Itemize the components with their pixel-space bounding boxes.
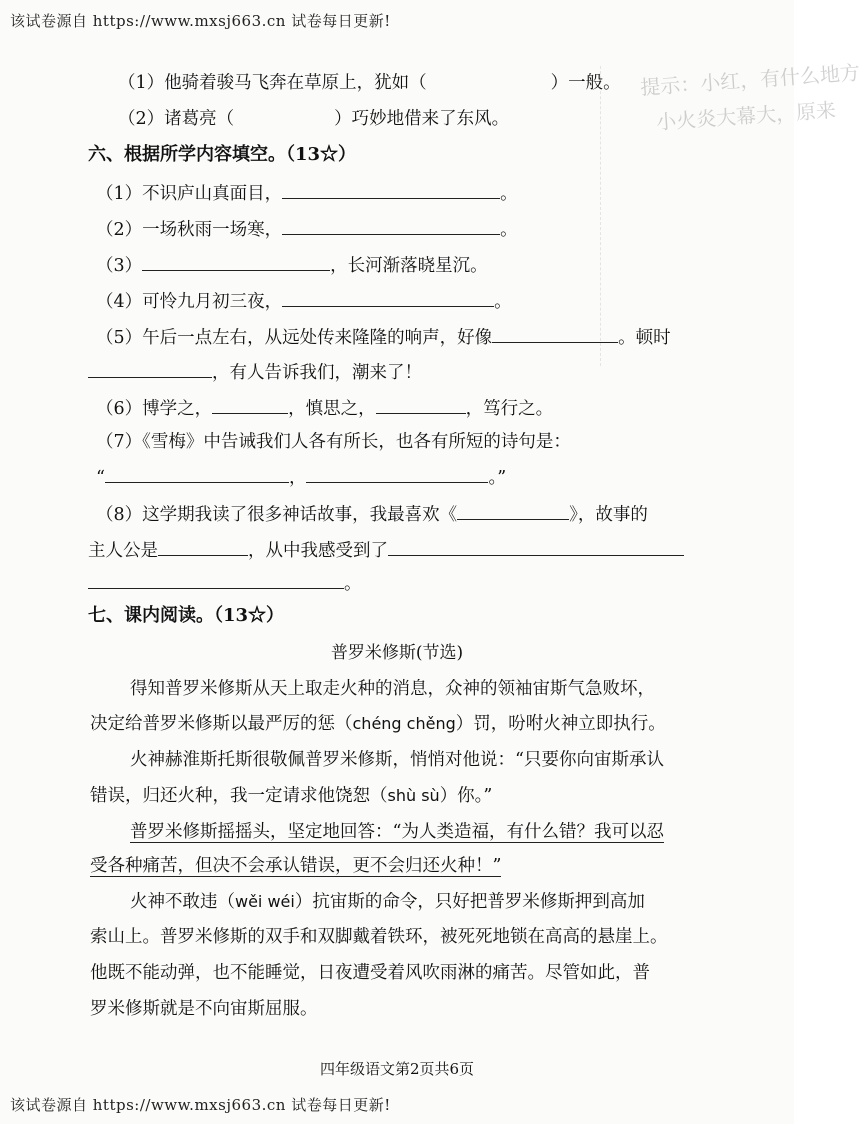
passage-title: 普罗米修斯(节选) bbox=[330, 643, 464, 663]
section-7-heading: 七、课内阅读。（13☆） bbox=[88, 605, 285, 626]
q6-item-5-blank-1[interactable] bbox=[492, 322, 618, 343]
bleed-through-text-1: 提示：小红，有什么地方 bbox=[639, 60, 861, 100]
passage-p1-line1: 得知普罗米修斯从天上取走火种的消息，众神的领袖宙斯气急败坏， bbox=[130, 679, 655, 699]
q6-item-5-end: ，有人告诉我们，潮来了！ bbox=[212, 363, 422, 383]
passage-p4-line2: 索山上。普罗米修斯的双手和双脚戴着铁环，被死死地锁在高高的悬崖上。 bbox=[90, 927, 668, 947]
q5-item-2-answer-space[interactable] bbox=[234, 104, 334, 124]
passage-p4-line3: 他既不能动弹，也不能睡觉，日夜遭受着风吹雨淋的痛苦。尽管如此，普 bbox=[90, 963, 650, 983]
q6-item-4-blank[interactable] bbox=[282, 286, 494, 307]
q5-item-1-prefix: （1）他骑着骏马飞奔在草原上，犹如（ bbox=[118, 73, 427, 93]
underlined-sentence-2: 受各种痛苦，但决不会承认错误，更不会归还火种！” bbox=[90, 856, 502, 876]
q6-item-6-end: ，笃行之。 bbox=[465, 399, 554, 419]
q6-item-7-answer bbox=[96, 462, 506, 491]
q6-item-7: （7）《雪梅》中告诫我们人各有所长，也各有所短的诗句是： bbox=[96, 432, 571, 452]
q6-item-1-end: 。 bbox=[500, 184, 518, 204]
q6-item-1-blank[interactable] bbox=[282, 178, 500, 199]
q6-item-3 bbox=[96, 250, 488, 279]
q6-item-4-prompt: （4）可怜九月初三夜， bbox=[96, 292, 283, 312]
q6-item-4-end: 。 bbox=[494, 292, 512, 312]
q6-item-3-prompt: （3） bbox=[96, 256, 143, 276]
q6-item-8-suffix: 》，故事的 bbox=[569, 505, 648, 525]
q5-item-2-prefix: （2）诸葛亮（ bbox=[118, 109, 235, 129]
q6-item-2-blank[interactable] bbox=[282, 214, 500, 235]
q6-item-1-prompt: （1）不识庐山真面目， bbox=[96, 184, 283, 204]
q6-item-5 bbox=[96, 322, 671, 351]
q5-item-2-suffix: ）巧妙地借来了东风。 bbox=[334, 109, 510, 129]
q6-item-8-end: 。 bbox=[344, 574, 362, 594]
passage-p3-line2 bbox=[90, 853, 501, 879]
q6-item-8-line-3 bbox=[88, 568, 362, 597]
q6-item-7-blank-2[interactable] bbox=[306, 462, 488, 483]
q6-item-7-open-quote: “ bbox=[96, 468, 105, 488]
q5-item-1 bbox=[118, 68, 621, 96]
q6-item-5-continued bbox=[88, 357, 422, 386]
q6-item-2 bbox=[96, 214, 518, 243]
q6-item-8-line-2 bbox=[88, 535, 684, 564]
passage-p2-line1: 火神赫淮斯托斯很敬佩普罗米修斯，悄悄对他说：“只要你向宙斯承认 bbox=[130, 750, 664, 770]
passage-p2-line2 bbox=[90, 783, 492, 809]
passage-p1-line2-post: ）罚，吩咐火神立即执行。 bbox=[455, 714, 666, 734]
q6-item-7-close: 。” bbox=[488, 468, 507, 488]
q6-item-2-prompt: （2）一场秋雨一场寒， bbox=[96, 220, 283, 240]
q5-item-2 bbox=[118, 104, 509, 132]
q6-item-5-middle: 。顿时 bbox=[618, 328, 671, 348]
section-6-heading: 六、根据所学内容填空。（13☆） bbox=[88, 144, 357, 165]
q6-item-8-feel-prompt: ，从中我感受到了 bbox=[248, 541, 388, 561]
q5-item-1-suffix: ）一般。 bbox=[550, 73, 621, 93]
q6-item-4 bbox=[96, 286, 512, 315]
q6-item-5-prompt: （5）午后一点左右，从远处传来隆隆的响声，好像 bbox=[96, 328, 493, 348]
q6-item-8-hero-prompt: 主人公是 bbox=[88, 541, 158, 561]
passage-p3-line1 bbox=[130, 819, 664, 845]
underlined-sentence-1: 普罗米修斯摇摇头，坚定地回答：“为人类造福，有什么错？我可以忍 bbox=[130, 822, 664, 842]
q6-item-8-feel-blank-2[interactable] bbox=[88, 568, 344, 589]
q6-item-7-blank-1[interactable] bbox=[105, 462, 289, 483]
q6-item-3-end: ，长河渐落晓星沉。 bbox=[330, 256, 488, 276]
passage-p1-line2 bbox=[90, 711, 666, 737]
q6-item-8 bbox=[96, 499, 648, 528]
q6-item-8-prompt: （8）这学期我读了很多神话故事，我最喜欢《 bbox=[96, 505, 458, 525]
q6-item-3-blank[interactable] bbox=[142, 250, 330, 271]
q6-item-7-comma: ， bbox=[288, 468, 307, 488]
pinyin-options-cheng[interactable]: chéng chěng bbox=[352, 714, 456, 733]
q6-item-8-book-blank[interactable] bbox=[457, 499, 569, 520]
passage-p2-line2-post: ）你。” bbox=[439, 786, 493, 806]
passage-p4-line4: 罗米修斯就是不向宙斯屈服。 bbox=[90, 999, 318, 1019]
q6-item-6-blank-1[interactable] bbox=[212, 393, 288, 414]
pinyin-options-shu[interactable]: shù sù bbox=[387, 786, 440, 805]
passage-p4-line1-post: ）抗宙斯的命令，只好把普罗米修斯押到高加 bbox=[294, 892, 645, 912]
source-banner-bottom: 该试卷源自 https://www.mxsj663.cn 试卷每日更新! bbox=[10, 1096, 391, 1114]
bleed-through-text-2: 小火炎大幕大，原来 bbox=[655, 97, 837, 135]
q6-item-6 bbox=[96, 393, 553, 422]
pinyin-options-wei[interactable]: wěi wéi bbox=[235, 892, 295, 911]
q6-item-6-blank-2[interactable] bbox=[376, 393, 466, 414]
passage-p2-line2-pre: 错误，归还火种，我一定请求他饶恕（ bbox=[90, 786, 388, 806]
q6-item-5-blank-2[interactable] bbox=[88, 357, 212, 378]
passage-p4-line1-pre: 火神不敢违（ bbox=[130, 892, 235, 912]
passage-p1-line2-pre: 决定给普罗米修斯以最严厉的惩（ bbox=[90, 714, 353, 734]
q6-item-6-middle: ，慎思之， bbox=[288, 399, 376, 419]
q6-item-8-feel-blank[interactable] bbox=[388, 535, 684, 556]
q6-item-8-hero-blank[interactable] bbox=[158, 535, 248, 556]
q6-item-6-prompt: （6）博学之， bbox=[96, 399, 213, 419]
source-banner-top: 该试卷源自 https://www.mxsj663.cn 试卷每日更新! bbox=[10, 12, 391, 30]
q6-item-2-end: 。 bbox=[500, 220, 518, 240]
q6-item-1 bbox=[96, 178, 518, 207]
passage-p4-line1 bbox=[130, 889, 645, 915]
page-footer: 四年级语文第2页共6页 bbox=[319, 1060, 475, 1078]
q5-item-1-answer-space[interactable] bbox=[427, 68, 551, 88]
